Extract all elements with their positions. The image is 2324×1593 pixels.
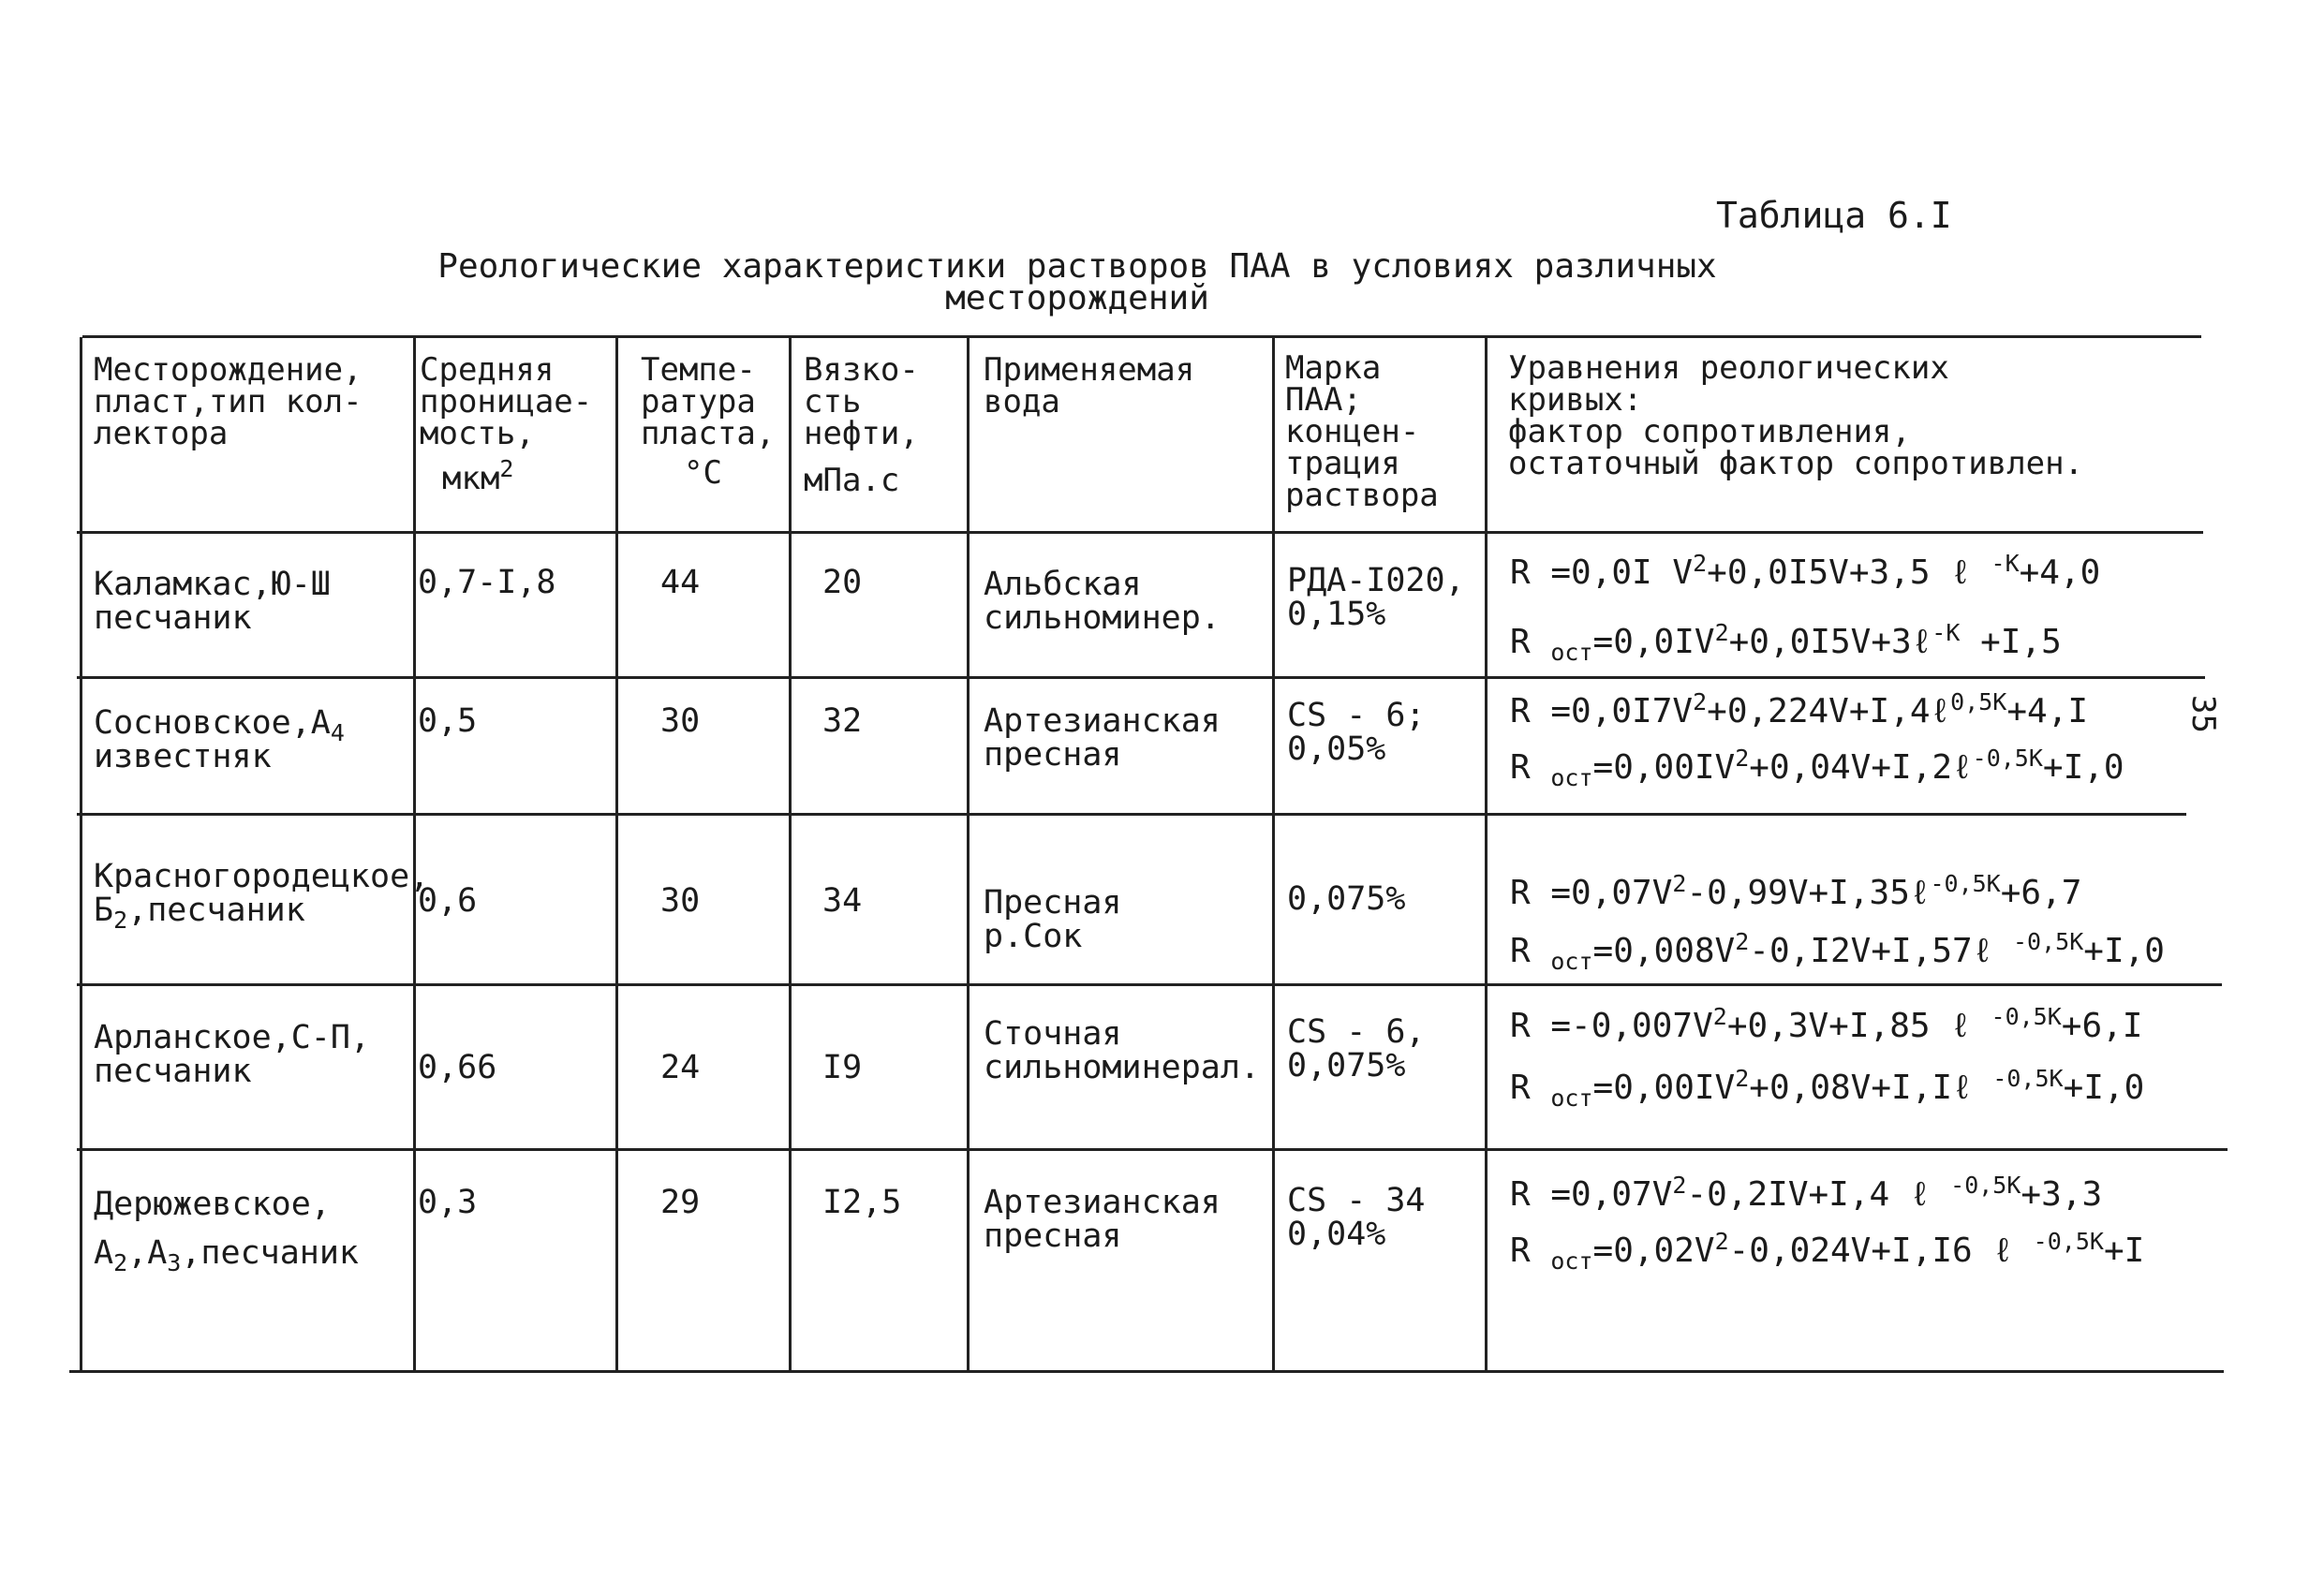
header-water-line: Применяемая	[984, 351, 1195, 389]
eq-exponent: -0,5K	[1930, 870, 2001, 897]
header-temp-line: Темпе-	[641, 351, 756, 389]
row-rule-2	[77, 813, 2186, 816]
eq-part: +6,7	[2000, 874, 2082, 912]
eq-subscript: ост	[1550, 639, 1593, 666]
eq-exponent: -K	[1991, 550, 2020, 577]
polymer-line: 0,04%	[1287, 1216, 1386, 1253]
header-viscosity	[804, 351, 919, 499]
header-eq-line: кривых:	[1508, 381, 1643, 419]
cell-field	[94, 1186, 360, 1276]
eq-part: R	[1510, 623, 1551, 661]
bottom-rule	[69, 1370, 2224, 1373]
eq-part: +I,0	[2083, 932, 2165, 970]
eq-subscript: ост	[1550, 764, 1593, 791]
col-rule-0	[80, 337, 82, 1371]
eq-part: -0,2IV+I,4 ℓ	[1686, 1175, 1951, 1214]
eq-part: +0,0I5V+3,5 ℓ	[1707, 553, 1991, 592]
water-line: Пресная	[984, 884, 1122, 922]
eq-part: R	[1510, 748, 1551, 787]
cell-viscosity: 20	[822, 564, 863, 601]
header-temp-line: ратура	[641, 383, 756, 420]
eq-exponent: -0,5K	[1950, 1172, 2021, 1199]
header-permeability	[420, 351, 593, 497]
col-rule-6	[1485, 337, 1488, 1371]
cell-polymer	[1287, 882, 1405, 916]
cell-water	[984, 1017, 1260, 1084]
row-rule-1	[77, 676, 2205, 679]
residual-resistance-equation	[1510, 1228, 2145, 1275]
polymer-line: 0,075%	[1287, 1047, 1406, 1084]
header-perm-line: проницае-	[420, 383, 593, 420]
cell-permeability: 0,7-I,8	[418, 564, 556, 601]
eq-part: +0,224V+I,4ℓ	[1707, 692, 1951, 730]
col-rule-5	[1272, 337, 1275, 1371]
field-line: песчаник	[94, 1053, 252, 1090]
header-perm-unit	[420, 455, 592, 497]
eq-subscript: ост	[1550, 948, 1593, 975]
eq-subscript: ост	[1550, 1084, 1593, 1112]
page-number: 35	[2184, 695, 2222, 733]
cell-permeability: 0,5	[418, 702, 478, 740]
row-rule-3	[77, 983, 2222, 986]
cell-water	[984, 704, 1221, 772]
eq-part: =0,00IV	[1592, 748, 1736, 787]
header-perm-line: Средняя	[420, 351, 555, 389]
cell-viscosity: 32	[822, 702, 863, 740]
header-polymer-line: раствора	[1285, 477, 1439, 514]
cell-water	[984, 886, 1122, 953]
cell-polymer	[1287, 699, 1426, 766]
field-text: ,песчаник	[181, 1234, 360, 1272]
unit-exponent: 2	[499, 455, 514, 482]
table-number: Таблица 6.I	[1716, 195, 1952, 236]
header-field	[94, 351, 363, 452]
cell-temperature: 30	[660, 702, 701, 740]
field-text: ,песчаник	[127, 892, 305, 929]
water-line: Артезианская	[984, 702, 1221, 740]
eq-part: +0,08V+I,Iℓ	[1749, 1069, 1993, 1107]
polymer-line: 0,05%	[1287, 730, 1386, 768]
eq-part: R =0,07V	[1510, 874, 1673, 912]
eq-exponent: 2	[1714, 619, 1729, 646]
header-equations	[1508, 349, 2084, 482]
water-line: Артезианская	[984, 1184, 1221, 1221]
col-rule-4	[967, 337, 970, 1371]
cell-permeability: 0,3	[418, 1184, 478, 1221]
field-line	[94, 1234, 360, 1276]
cell-temperature: 30	[660, 882, 701, 920]
eq-part: +0,04V+I,2ℓ	[1749, 748, 1973, 787]
polymer-line: CS - 6;	[1287, 697, 1426, 734]
resistance-factor-equation	[1510, 870, 2082, 912]
eq-part: -0,024V+I,I6 ℓ	[1728, 1232, 2034, 1270]
eq-part: R	[1510, 1069, 1551, 1107]
eq-exponent: 2	[1693, 550, 1708, 577]
cell-polymer	[1287, 1184, 1426, 1251]
field-text: ,А	[127, 1234, 168, 1272]
header-rule	[77, 531, 2203, 534]
polymer-line: РДА-I020,	[1287, 562, 1465, 599]
eq-exponent: 2	[1712, 1003, 1727, 1030]
eq-exponent: 2	[1735, 745, 1750, 772]
cell-field	[94, 568, 331, 635]
cell-temperature: 24	[660, 1049, 701, 1086]
water-line: Альбская	[984, 566, 1142, 603]
water-line: сильноминерал.	[984, 1049, 1261, 1086]
field-line: Красногородецкое,	[94, 858, 430, 895]
unit-text: мкм	[442, 460, 500, 497]
resistance-factor-equation	[1510, 550, 2101, 592]
eq-part: -0,99V+I,35ℓ	[1686, 874, 1931, 912]
eq-part: +6,I	[2061, 1007, 2143, 1045]
field-text: А	[94, 1234, 114, 1272]
top-rule	[82, 335, 2201, 338]
header-polymer-line: трация	[1285, 445, 1400, 482]
eq-exponent: -0,5K	[2033, 1228, 2104, 1255]
header-water-line: вода	[984, 383, 1060, 420]
col-rule-1	[413, 337, 416, 1371]
eq-part: =0,00IV	[1592, 1069, 1736, 1107]
cell-permeability: 0,66	[418, 1049, 497, 1086]
eq-part: +I,0	[2063, 1069, 2145, 1107]
eq-part: R =0,0I7V	[1510, 692, 1694, 730]
field-subscript: 2	[113, 1249, 128, 1276]
eq-part: =0,008V	[1592, 932, 1736, 970]
cell-polymer	[1287, 1015, 1426, 1083]
header-polymer-line: Марка	[1285, 349, 1382, 387]
field-line: Дерюжевское,	[94, 1186, 331, 1223]
eq-exponent: -0,5K	[2013, 928, 2084, 955]
polymer-line: 0,15%	[1287, 596, 1386, 633]
cell-field	[94, 1021, 370, 1088]
cell-water	[984, 1186, 1221, 1253]
header-polymer-line: концен-	[1285, 413, 1420, 450]
header-visc-line: сть	[804, 383, 862, 420]
resistance-factor-equation	[1510, 688, 2089, 730]
header-temp-line: пласта,	[641, 415, 776, 452]
eq-part: +I,5	[1960, 623, 2062, 661]
polymer-line: CS - 34	[1287, 1182, 1426, 1219]
eq-exponent: -0,5K	[1972, 745, 2043, 772]
resistance-factor-equation	[1510, 1172, 2103, 1214]
row-rule-4	[77, 1148, 2228, 1151]
residual-resistance-equation	[1510, 619, 2062, 666]
cell-permeability: 0,6	[418, 882, 478, 920]
resistance-factor-equation	[1510, 1003, 2143, 1045]
cell-field	[94, 858, 430, 934]
eq-exponent: -K	[1932, 619, 1961, 646]
header-eq-line: Уравнения реологических	[1508, 349, 1949, 387]
header-visc-line: Вязко-	[804, 351, 919, 389]
residual-resistance-equation	[1510, 1065, 2145, 1112]
field-line: Арланское,С-П,	[94, 1019, 371, 1056]
col-rule-2	[615, 337, 618, 1371]
water-line: р.Сок	[984, 918, 1083, 955]
header-eq-line: остаточный фактор сопротивлен.	[1508, 445, 2084, 482]
field-line	[94, 704, 345, 746]
eq-part: R =-0,007V	[1510, 1007, 1713, 1045]
field-text: Б	[94, 892, 114, 929]
header-visc-line: нефти,	[804, 415, 919, 452]
eq-part: =0,0IV	[1592, 623, 1715, 661]
residual-resistance-equation	[1510, 928, 2165, 975]
eq-exponent: -0,5K	[1991, 1003, 2062, 1030]
field-text: Сосновское,А	[94, 704, 331, 742]
eq-part: +4,0	[2019, 553, 2101, 592]
cell-viscosity: 34	[822, 882, 863, 920]
header-temperature	[641, 351, 776, 492]
eq-part: R	[1510, 932, 1551, 970]
header-eq-line: фактор сопротивления,	[1508, 413, 1911, 450]
field-line: песчаник	[94, 599, 252, 637]
header-water	[984, 351, 1195, 420]
header-perm-line: мость,	[420, 415, 535, 452]
eq-part: R =0,0I V	[1510, 553, 1694, 592]
field-subscript: 4	[330, 719, 345, 746]
cell-polymer	[1287, 564, 1465, 631]
residual-resistance-equation	[1510, 745, 2124, 791]
title-line-2: месторождений	[945, 279, 1209, 317]
eq-part: +I	[2103, 1232, 2145, 1270]
eq-exponent: 2	[1672, 870, 1687, 897]
header-field-line: лектора	[94, 415, 229, 452]
eq-exponent: 2	[1672, 1172, 1687, 1199]
eq-part: -0,I2V+I,57ℓ	[1749, 932, 2013, 970]
cell-viscosity: I9	[822, 1049, 863, 1086]
col-rule-3	[789, 337, 792, 1371]
eq-part: R	[1510, 1232, 1551, 1270]
eq-exponent: 2	[1714, 1228, 1729, 1255]
header-visc-unit: мПа.с	[804, 462, 900, 499]
header-temp-unit: °С	[684, 454, 722, 492]
eq-subscript: ост	[1550, 1247, 1593, 1275]
cell-water	[984, 568, 1221, 635]
cell-temperature: 44	[660, 564, 701, 601]
cell-temperature: 29	[660, 1184, 701, 1221]
field-line: Каламкас,Ю-Ш	[94, 566, 331, 603]
water-line: Сточная	[984, 1015, 1122, 1053]
eq-part: +3,3	[2021, 1175, 2103, 1214]
field-subscript: 2	[113, 907, 128, 934]
cell-field	[94, 706, 345, 774]
field-line: известняк	[94, 738, 272, 775]
table-title	[281, 247, 1873, 317]
field-line	[94, 892, 429, 934]
eq-part: +0,3V+I,85 ℓ	[1726, 1007, 1991, 1045]
eq-exponent: -0,5K	[1992, 1065, 2064, 1092]
header-field-line: Месторождение,	[94, 351, 363, 389]
eq-part: +I,0	[2042, 748, 2124, 787]
water-line: пресная	[984, 1217, 1122, 1255]
polymer-line: CS - 6,	[1287, 1013, 1426, 1051]
eq-exponent: 2	[1735, 928, 1750, 955]
field-subscript: 3	[167, 1249, 182, 1276]
title-line-1: Реологические характеристики растворов ПАА в условиях различных	[437, 247, 1717, 286]
eq-part: +0,0I5V+3ℓ	[1728, 623, 1932, 661]
eq-part: R =0,07V	[1510, 1175, 1673, 1214]
eq-part: +4,I	[2006, 692, 2089, 730]
eq-exponent: 2	[1693, 688, 1708, 715]
header-field-line: пласт,тип кол-	[94, 383, 363, 420]
cell-viscosity: I2,5	[822, 1184, 902, 1221]
eq-part: =0,02V	[1592, 1232, 1715, 1270]
polymer-line: 0,075%	[1287, 880, 1406, 918]
eq-exponent: 0,5K	[1950, 688, 2007, 715]
water-line: сильноминер.	[984, 599, 1221, 637]
header-polymer-line: ПАА;	[1285, 381, 1362, 419]
water-line: пресная	[984, 736, 1122, 774]
header-polymer	[1285, 349, 1439, 514]
eq-exponent: 2	[1735, 1065, 1750, 1092]
